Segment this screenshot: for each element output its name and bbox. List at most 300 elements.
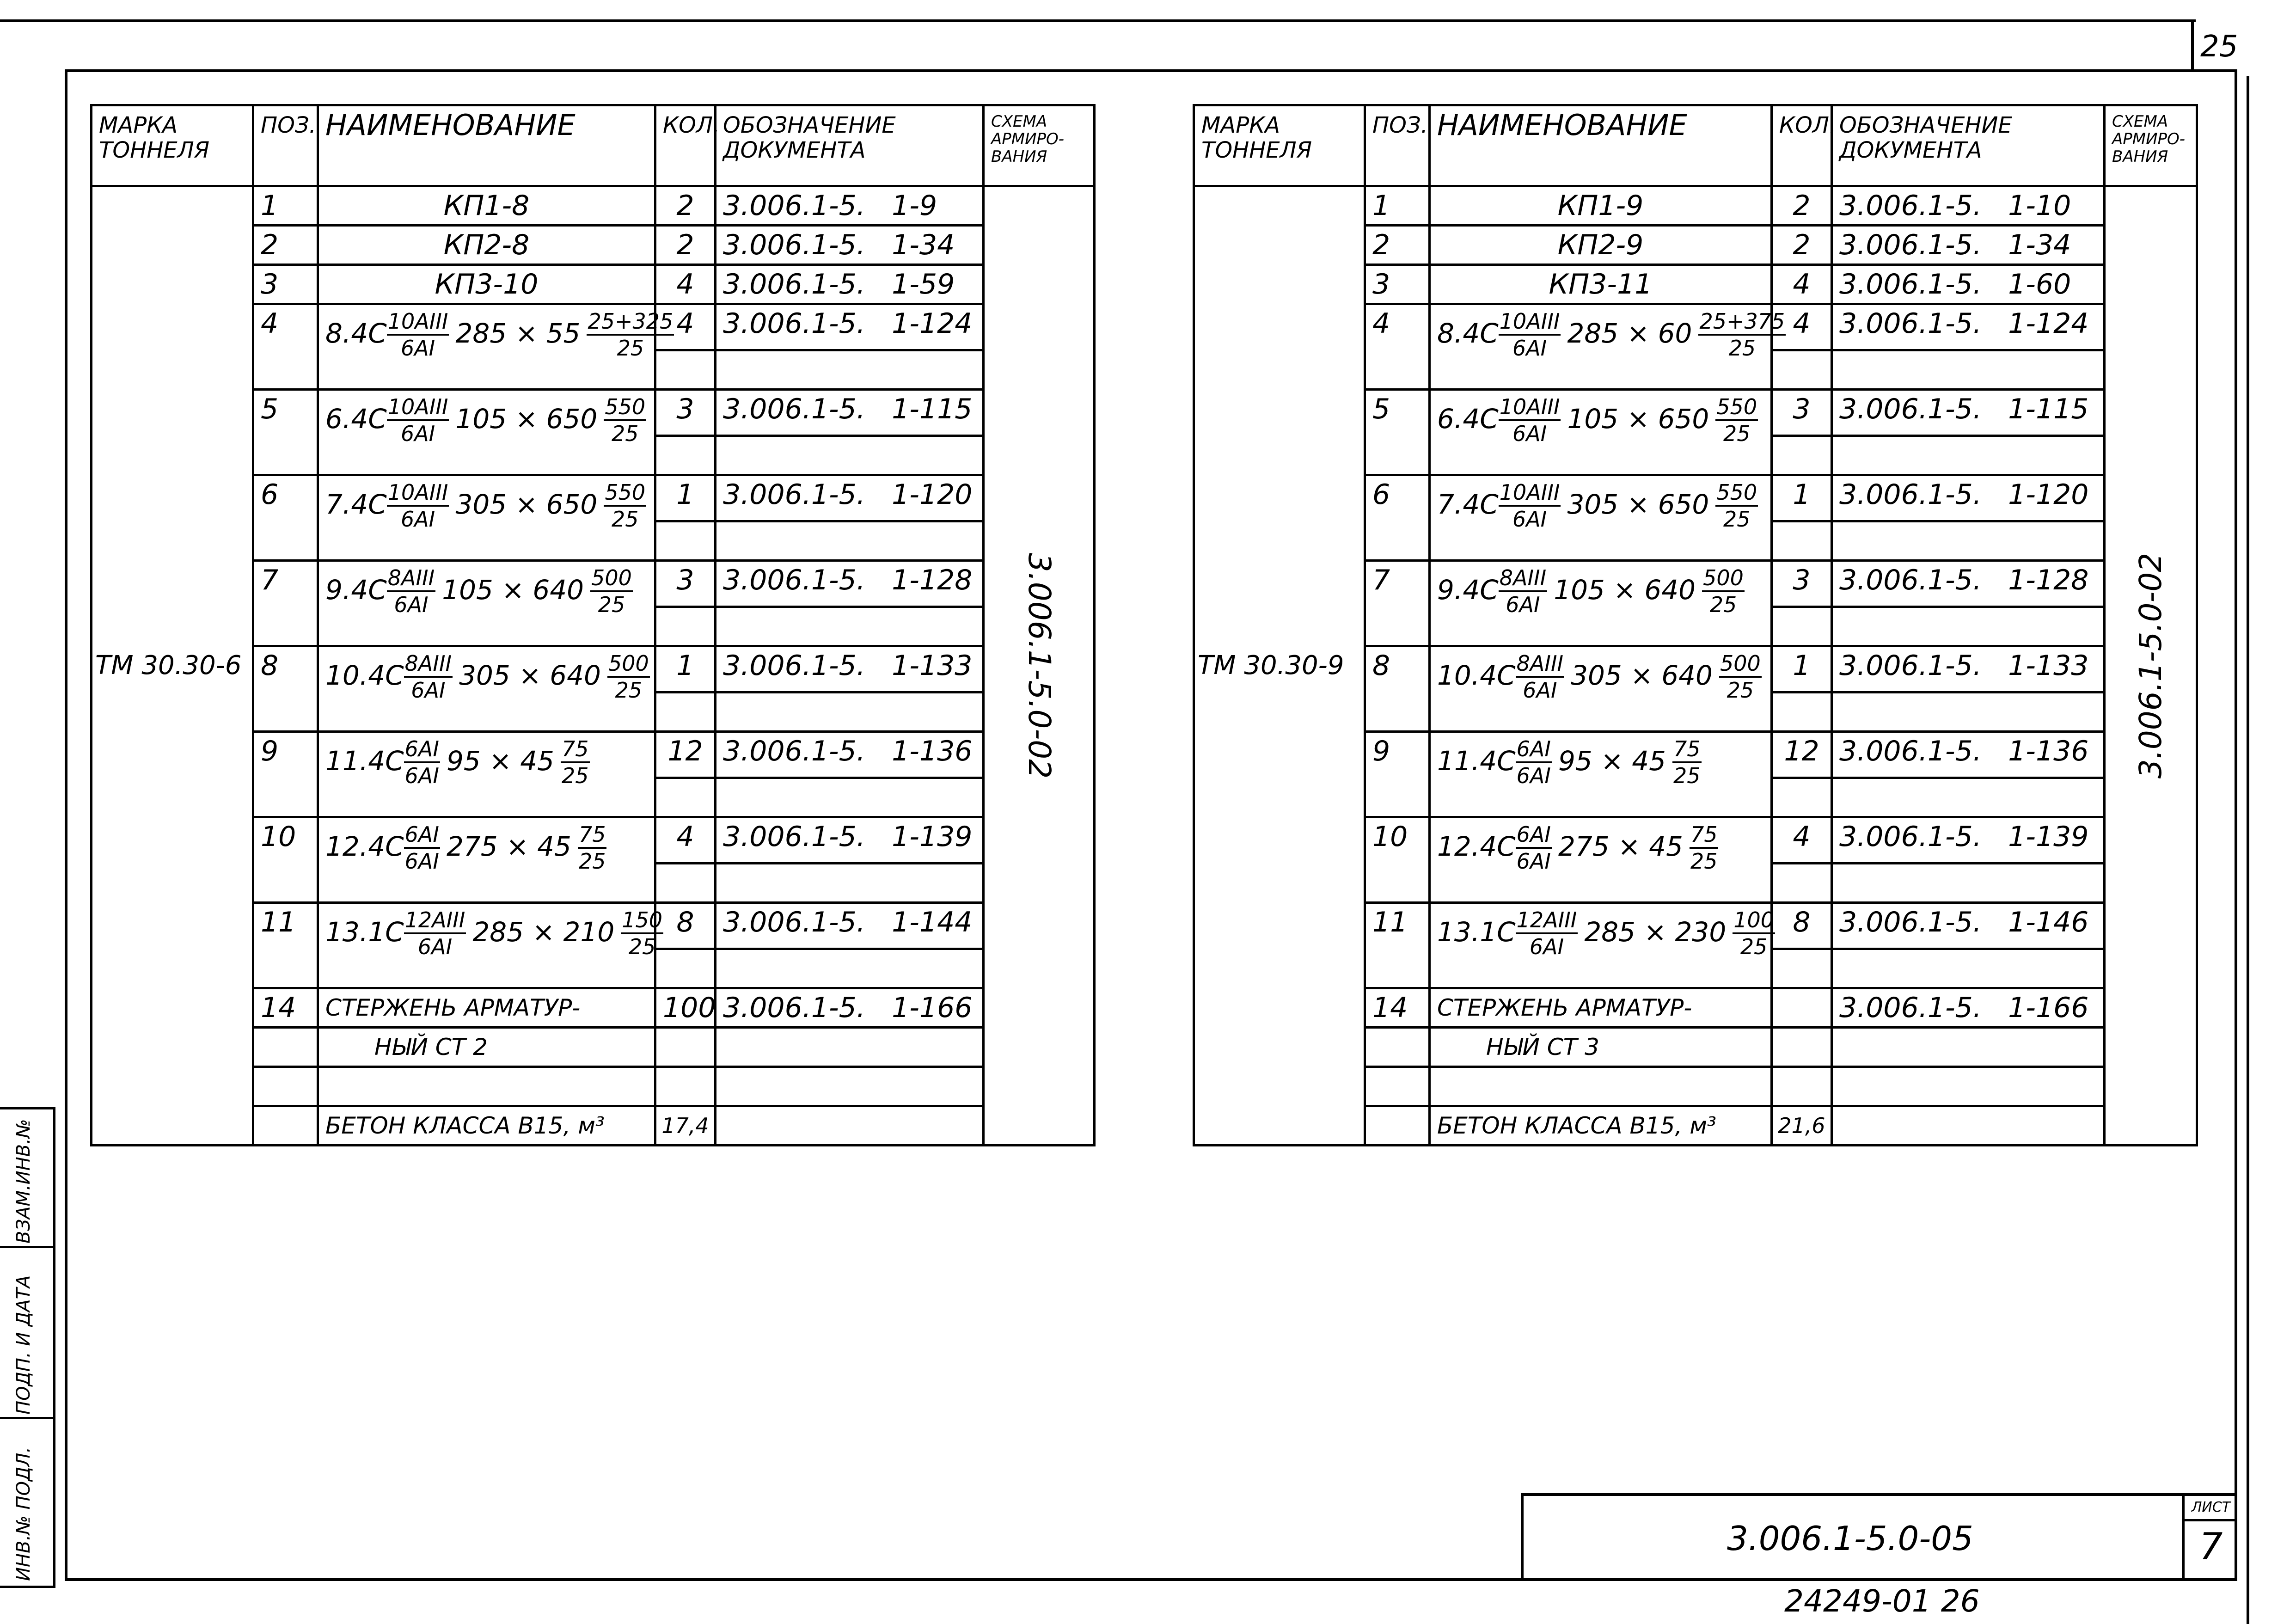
rebar-spacing-denominator: 25 [598, 592, 625, 617]
rebar-dims: 285 × 230 [1584, 916, 1727, 948]
rebar-spacing-numerator: 500 [607, 653, 650, 678]
pos-cell: 2 [1365, 226, 1430, 265]
rebar-dims: 105 × 650 [455, 403, 598, 435]
rebar-dims: 305 × 650 [455, 488, 598, 520]
pos-cell: 1 [253, 186, 318, 226]
doc-cell: 3.006.1-5. 1-120 [1832, 475, 2105, 521]
spec-table-left [90, 104, 1096, 1146]
doc-cell: 3.006.1-5. 1-120 [716, 475, 984, 521]
doc-cell-empty [1832, 1028, 2105, 1067]
qty-cell: 2 [655, 186, 716, 226]
doc-cell-empty [716, 607, 984, 646]
qty-cell-empty [655, 1028, 716, 1067]
rebar-grade [1499, 567, 1547, 615]
pos-cell-empty [1365, 1106, 1430, 1146]
rebar-spec [325, 394, 646, 446]
rebar-spacing [607, 653, 650, 701]
rebar-spacing-denominator: 25 [562, 763, 589, 788]
rebar-grade-numerator: 6АI [1516, 824, 1552, 849]
pos-cell-empty [1365, 1028, 1430, 1067]
rebar-grade-numerator: 8АIII [404, 653, 453, 678]
rebar-prefix: 8.4С [1437, 317, 1499, 349]
concrete-name: БЕТОН КЛАССА В15, м³ [318, 1106, 655, 1146]
rebar-dims: 105 × 640 [1554, 574, 1696, 606]
rebar-spacing [1715, 396, 1758, 444]
rebar-spec [1437, 480, 1758, 532]
rebar-grade-denominator: 6АI [411, 678, 446, 703]
name-cell [318, 646, 655, 732]
name-cell [1430, 304, 1785, 390]
doc-cell: 3.006.1-5. 1-136 [1832, 732, 2105, 778]
qty-cell: 3 [655, 561, 716, 607]
rebar-spacing [1733, 909, 1775, 957]
doc-cell: 3.006.1-5. 1-34 [716, 226, 984, 265]
rebar-spacing [1719, 653, 1762, 701]
rebar-spacing [578, 824, 607, 872]
rebar-spacing [621, 909, 663, 957]
doc-cell: 3.006.1-5. 1-59 [716, 265, 984, 304]
doc-cell-empty [1832, 864, 2105, 903]
doc-cell: 3.006.1-5. 1-128 [716, 561, 984, 607]
rebar-spacing-denominator: 25 [611, 421, 639, 446]
rebar-dims: 275 × 45 [446, 830, 571, 862]
pos-cell: 11 [253, 903, 318, 988]
rebar-spacing [1690, 824, 1719, 872]
rebar-spacing-denominator: 25 [617, 336, 644, 361]
rebar-dims: 305 × 650 [1567, 488, 1709, 520]
rebar-prefix: 7.4С [1437, 488, 1499, 520]
rebar-spec [325, 651, 650, 703]
pos-cell: 10 [253, 817, 318, 903]
rebar-grade-numerator: 10АIII [1499, 396, 1561, 421]
rebar-spec [1437, 394, 1758, 446]
qty-cell-empty [655, 521, 716, 561]
rebar-spacing-numerator: 500 [1719, 653, 1762, 678]
rebar-spacing [604, 482, 646, 530]
scheme-cell [984, 186, 1095, 1146]
empty-cell [655, 1067, 716, 1106]
pos-cell-empty [253, 1106, 318, 1146]
rebar-spacing [604, 396, 646, 444]
rebar-prefix: 11.4С [325, 745, 404, 777]
rebar-spacing-denominator: 25 [1723, 507, 1751, 532]
qty-cell: 8 [655, 903, 716, 949]
doc-cell-empty [716, 778, 984, 817]
name-cell [1430, 475, 1772, 561]
qty-cell-empty [1772, 521, 1832, 561]
header-name: НАИМЕНОВАНИЕ [318, 105, 655, 186]
rebar-grade-denominator: 6АI [404, 763, 439, 788]
rebar-spec [1437, 736, 1702, 788]
rebar-grade-denominator: 6АI [400, 421, 435, 446]
rebar-prefix: 13.1С [1437, 916, 1516, 948]
qty-cell-empty [1772, 436, 1832, 475]
rebar-grade [387, 396, 449, 444]
spec-table-right [1193, 104, 2198, 1146]
pos-cell-empty [253, 1028, 318, 1067]
rebar-spacing-denominator: 25 [1723, 421, 1751, 446]
pos-cell: 6 [253, 475, 318, 561]
name-cell [1430, 732, 1772, 817]
doc-cell-empty [1832, 1106, 2105, 1146]
rebar-dims: 305 × 640 [1571, 659, 1713, 691]
rebar-grade-numerator: 10АIII [1499, 482, 1561, 507]
name-cell: СТЕРЖЕНЬ АРМАТУР- [1430, 988, 1772, 1028]
rebar-spec [1437, 565, 1745, 617]
qty-cell-empty [655, 778, 716, 817]
rebar-prefix: 13.1С [325, 916, 404, 948]
rebar-grade-denominator: 6АI [1523, 678, 1557, 703]
qty-cell-empty [655, 949, 716, 988]
rebar-prefix: 9.4С [325, 574, 387, 606]
rebar-grade-denominator: 6АI [400, 336, 435, 361]
qty-cell: 8 [1772, 903, 1832, 949]
concrete-qty: 17,4 [655, 1106, 716, 1146]
rebar-spacing [587, 311, 674, 359]
header-name: НАИМЕНОВАНИЕ [1430, 105, 1772, 186]
sheet-number-box [2182, 1496, 2237, 1581]
rebar-prefix: 10.4С [325, 659, 404, 691]
pos-cell: 14 [1365, 988, 1430, 1028]
qty-cell-empty [655, 436, 716, 475]
qty-cell-empty [1772, 864, 1832, 903]
rebar-spec [1437, 907, 1775, 959]
rebar-spacing [590, 567, 633, 615]
top-number-box [2191, 19, 2237, 69]
qty-cell: 4 [655, 304, 716, 350]
empty-cell [1772, 1067, 1832, 1106]
qty-cell-empty [1772, 607, 1832, 646]
rebar-grade [1499, 311, 1561, 359]
rebar-spacing-denominator: 25 [1673, 763, 1701, 788]
rebar-spacing-numerator: 75 [561, 738, 590, 763]
rebar-grade-numerator: 10АIII [387, 482, 449, 507]
concrete-name: БЕТОН КЛАССА В15, м³ [1430, 1106, 1772, 1146]
rebar-grade [1516, 824, 1552, 872]
name-cell [1430, 646, 1772, 732]
rebar-grade-denominator: 6АI [1506, 592, 1540, 617]
doc-cell: 3.006.1-5. 1-60 [1832, 265, 2105, 304]
doc-cell: 3.006.1-5. 1-115 [716, 390, 984, 436]
doc-cell: 3.006.1-5. 1-139 [1832, 817, 2105, 864]
tunnel-mark: ТМ 30.30-6 [92, 186, 253, 1146]
scheme-code: 3.006.1-5.0-02 [2132, 552, 2168, 779]
rebar-grade-numerator: 8АIII [387, 567, 435, 592]
empty-cell [1832, 1067, 2105, 1106]
name-cell [318, 475, 655, 561]
header-qty: КОЛ. [1772, 105, 1832, 186]
name-cell: КП2-9 [1430, 226, 1772, 265]
doc-cell-empty [1832, 350, 2105, 390]
empty-cell [253, 1067, 318, 1106]
name-cell [318, 817, 655, 903]
pos-cell: 9 [1365, 732, 1430, 817]
rebar-dims: 95 × 45 [446, 745, 555, 777]
rebar-grade-denominator: 6АI [1516, 849, 1551, 874]
doc-cell: 3.006.1-5. 1-115 [1832, 390, 2105, 436]
doc-cell-empty [716, 949, 984, 988]
pos-cell: 8 [1365, 646, 1430, 732]
rebar-dims: 95 × 45 [1558, 745, 1666, 777]
doc-cell-empty [716, 521, 984, 561]
rebar-grade-numerator: 10АIII [1499, 311, 1561, 336]
name-cell: КП2-8 [318, 226, 655, 265]
rebar-spacing-denominator: 25 [615, 678, 643, 703]
rebar-spacing [1698, 311, 1786, 359]
qty-cell: 4 [1772, 304, 1832, 350]
rebar-grade [1499, 482, 1561, 530]
doc-cell-empty [716, 864, 984, 903]
doc-cell: 3.006.1-5. 1-128 [1832, 561, 2105, 607]
qty-cell: 1 [655, 646, 716, 692]
doc-cell-empty [1832, 436, 2105, 475]
rebar-spec [1437, 651, 1762, 703]
rebar-spacing-numerator: 150 [621, 909, 663, 934]
empty-cell [1365, 1067, 1430, 1106]
header-qty: КОЛ. [655, 105, 716, 186]
qty-cell: 1 [1772, 475, 1832, 521]
pos-cell: 6 [1365, 475, 1430, 561]
rebar-prefix: 9.4С [1437, 574, 1499, 606]
empty-cell [1430, 1067, 1772, 1106]
rebar-spacing-numerator: 550 [1715, 482, 1758, 507]
table-row [1194, 186, 2197, 226]
name-cell: НЫЙ СТ 3 [1430, 1028, 1772, 1067]
rebar-grade-numerator: 10АIII [387, 311, 449, 336]
qty-cell: 4 [1772, 265, 1832, 304]
rebar-prefix: 6.4С [1437, 403, 1499, 435]
pos-cell: 1 [1365, 186, 1430, 226]
doc-cell: 3.006.1-5. 1-144 [716, 903, 984, 949]
doc-cell: 3.006.1-5. 1-124 [1832, 304, 2105, 350]
rebar-grade-numerator: 6АI [1516, 738, 1552, 763]
rebar-dims: 305 × 640 [459, 659, 601, 691]
qty-cell: 2 [1772, 186, 1832, 226]
rebar-spacing-numerator: 75 [1690, 824, 1719, 849]
rebar-spacing [561, 738, 590, 786]
qty-cell-empty [655, 692, 716, 732]
name-cell: КП1-8 [318, 186, 655, 226]
doc-cell-empty [716, 1028, 984, 1067]
qty-cell-empty [1772, 1028, 1832, 1067]
tunnel-mark: ТМ 30.30-9 [1194, 186, 1365, 1146]
qty-cell-empty [1772, 778, 1832, 817]
name-cell [1430, 561, 1772, 646]
rebar-prefix: 7.4С [325, 488, 387, 520]
doc-cell-empty [1832, 778, 2105, 817]
name-cell [318, 732, 655, 817]
doc-cell-empty [1832, 521, 2105, 561]
empty-cell [318, 1067, 655, 1106]
rebar-spec [325, 736, 590, 788]
rebar-spec [325, 480, 646, 532]
doc-cell: 3.006.1-5. 1-136 [716, 732, 984, 778]
right-edge-line [2247, 76, 2249, 1624]
doc-cell: 3.006.1-5. 1-9 [716, 186, 984, 226]
pos-cell: 10 [1365, 817, 1430, 903]
qty-cell: 1 [1772, 646, 1832, 692]
doc-cell-empty [716, 692, 984, 732]
rebar-grade-numerator: 6АI [404, 824, 440, 849]
rebar-spec [1437, 309, 1786, 361]
rebar-spacing-denominator: 25 [1709, 592, 1737, 617]
doc-cell: 3.006.1-5. 1-166 [716, 988, 984, 1028]
rebar-grade [1516, 909, 1578, 957]
rebar-grade [404, 653, 453, 701]
qty-cell: 4 [655, 817, 716, 864]
rebar-spacing-numerator: 500 [590, 567, 633, 592]
name-cell: КП3-10 [318, 265, 655, 304]
doc-cell: 3.006.1-5. 1-139 [716, 817, 984, 864]
rebar-grade-denominator: 6АI [1529, 934, 1564, 959]
pos-cell: 14 [253, 988, 318, 1028]
rebar-grade-denominator: 6АI [1512, 421, 1547, 446]
name-cell: КП3-11 [1430, 265, 1772, 304]
pos-cell: 4 [1365, 304, 1430, 390]
qty-cell: 100 [655, 988, 716, 1028]
rebar-grade-numerator: 10АIII [387, 396, 449, 421]
rebar-grade [387, 482, 449, 530]
qty-cell: 3 [655, 390, 716, 436]
rebar-dims: 275 × 45 [1558, 830, 1683, 862]
pos-cell: 3 [253, 265, 318, 304]
pos-cell: 3 [1365, 265, 1430, 304]
rebar-prefix: 10.4С [1437, 659, 1516, 691]
qty-cell: 3 [1772, 390, 1832, 436]
qty-cell: 3 [1772, 561, 1832, 607]
rebar-spacing-denominator: 25 [1727, 678, 1754, 703]
side-label-2: ПОДП. И ДАТА [13, 1275, 34, 1415]
doc-cell-empty [1832, 692, 2105, 732]
rebar-grade [1516, 653, 1564, 701]
rebar-prefix: 8.4С [325, 317, 387, 349]
rebar-spacing-numerator: 75 [1672, 738, 1702, 763]
rebar-grade-denominator: 6АI [400, 507, 435, 532]
doc-code: 3.006.1-5.0-05 [1727, 1519, 1973, 1558]
rebar-spacing-numerator: 75 [578, 824, 607, 849]
rebar-grade [404, 824, 440, 872]
name-cell [318, 390, 655, 475]
name-cell [1430, 390, 1772, 475]
rebar-grade-denominator: 6АI [394, 592, 429, 617]
sheet-number: 7 [2199, 1525, 2223, 1568]
side-label-1: ВЗАМ.ИНВ.№ [13, 1119, 34, 1244]
rebar-grade [387, 311, 449, 359]
doc-cell: 3.006.1-5. 1-133 [1832, 646, 2105, 692]
rebar-spacing-numerator: 550 [604, 482, 646, 507]
header-mark: МАРКА ТОННЕЛЯ [92, 105, 253, 186]
qty-cell: 4 [1772, 817, 1832, 864]
pos-cell: 9 [253, 732, 318, 817]
rebar-grade-denominator: 6АI [417, 934, 453, 959]
doc-cell-empty [716, 350, 984, 390]
rebar-spacing-numerator: 25+375 [1698, 311, 1786, 336]
rebar-grade [1499, 396, 1561, 444]
name-cell [1430, 817, 1772, 903]
name-cell [318, 903, 663, 988]
rebar-spacing-denominator: 25 [628, 934, 656, 959]
rebar-spacing-numerator: 500 [1702, 567, 1745, 592]
rebar-grade-numerator: 8АIII [1516, 653, 1564, 678]
qty-cell: 2 [655, 226, 716, 265]
qty-cell-empty [1772, 692, 1832, 732]
name-cell [318, 561, 655, 646]
rebar-spacing-denominator: 25 [1690, 849, 1718, 874]
scheme-cell [2105, 186, 2197, 1146]
doc-cell-empty [716, 1106, 984, 1146]
name-cell [318, 304, 673, 390]
rebar-spec [325, 822, 606, 874]
qty-cell-empty [655, 864, 716, 903]
side-label-3: ИНВ.№ ПОДЛ. [13, 1446, 34, 1581]
header-pos: ПОЗ. [253, 105, 318, 186]
doc-cell: 3.006.1-5. 1-166 [1832, 988, 2105, 1028]
qty-cell: 12 [655, 732, 716, 778]
header-scheme: СХЕМА АРМИРО-ВАНИЯ [984, 105, 1095, 186]
name-cell: КП1-9 [1430, 186, 1772, 226]
rebar-spec [325, 907, 663, 959]
rebar-prefix: 12.4С [325, 830, 404, 862]
doc-cell: 3.006.1-5. 1-146 [1832, 903, 2105, 949]
pos-cell: 11 [1365, 903, 1430, 988]
rebar-spacing-numerator: 100 [1733, 909, 1775, 934]
rebar-grade [1516, 738, 1552, 786]
rebar-prefix: 11.4С [1437, 745, 1516, 777]
rebar-prefix: 6.4С [325, 403, 387, 435]
rebar-grade-numerator: 12АIII [1516, 909, 1578, 934]
bottom-number: 24249-01 26 [1784, 1583, 1980, 1619]
rebar-grade-denominator: 6АI [404, 849, 439, 874]
doc-cell: 3.006.1-5. 1-133 [716, 646, 984, 692]
pos-cell: 7 [1365, 561, 1430, 646]
rebar-dims: 105 × 640 [442, 574, 584, 606]
rebar-spacing [1715, 482, 1758, 530]
name-cell: НЫЙ СТ 2 [318, 1028, 655, 1067]
rebar-grade-numerator: 6АI [404, 738, 440, 763]
qty-cell [1772, 988, 1832, 1028]
scheme-code: 3.006.1-5.0-02 [1021, 552, 1057, 779]
rebar-grade-denominator: 6АI [1512, 507, 1547, 532]
rebar-spec [325, 565, 633, 617]
doc-cell: 3.006.1-5. 1-34 [1832, 226, 2105, 265]
qty-cell-empty [655, 607, 716, 646]
header-mark: МАРКА ТОННЕЛЯ [1194, 105, 1365, 186]
top-border-line [0, 19, 2196, 22]
rebar-grade [387, 567, 435, 615]
doc-cell: 3.006.1-5. 1-124 [716, 304, 984, 350]
rebar-spacing [1702, 567, 1745, 615]
empty-cell [716, 1067, 984, 1106]
pos-cell: 4 [253, 304, 318, 390]
rebar-dims: 285 × 210 [472, 916, 615, 948]
rebar-grade-denominator: 6АI [1516, 763, 1551, 788]
header-scheme: СХЕМА АРМИРО-ВАНИЯ [2105, 105, 2197, 186]
side-stamp [0, 1107, 55, 1588]
doc-cell-empty [716, 436, 984, 475]
header-pos: ПОЗ. [1365, 105, 1430, 186]
sheet-label: ЛИСТ [2185, 1496, 2237, 1521]
pos-cell: 8 [253, 646, 318, 732]
header-doc: ОБОЗНАЧЕНИЕ ДОКУМЕНТА [1832, 105, 2105, 186]
rebar-grade-numerator: 12АIII [404, 909, 466, 934]
doc-cell-empty [1832, 607, 2105, 646]
rebar-spacing-denominator: 25 [578, 849, 606, 874]
rebar-dims: 285 × 60 [1567, 317, 1692, 349]
rebar-spec [325, 309, 674, 361]
rebar-spacing-denominator: 25 [1728, 336, 1756, 361]
rebar-grade [404, 738, 440, 786]
rebar-spacing-denominator: 25 [1740, 934, 1768, 959]
